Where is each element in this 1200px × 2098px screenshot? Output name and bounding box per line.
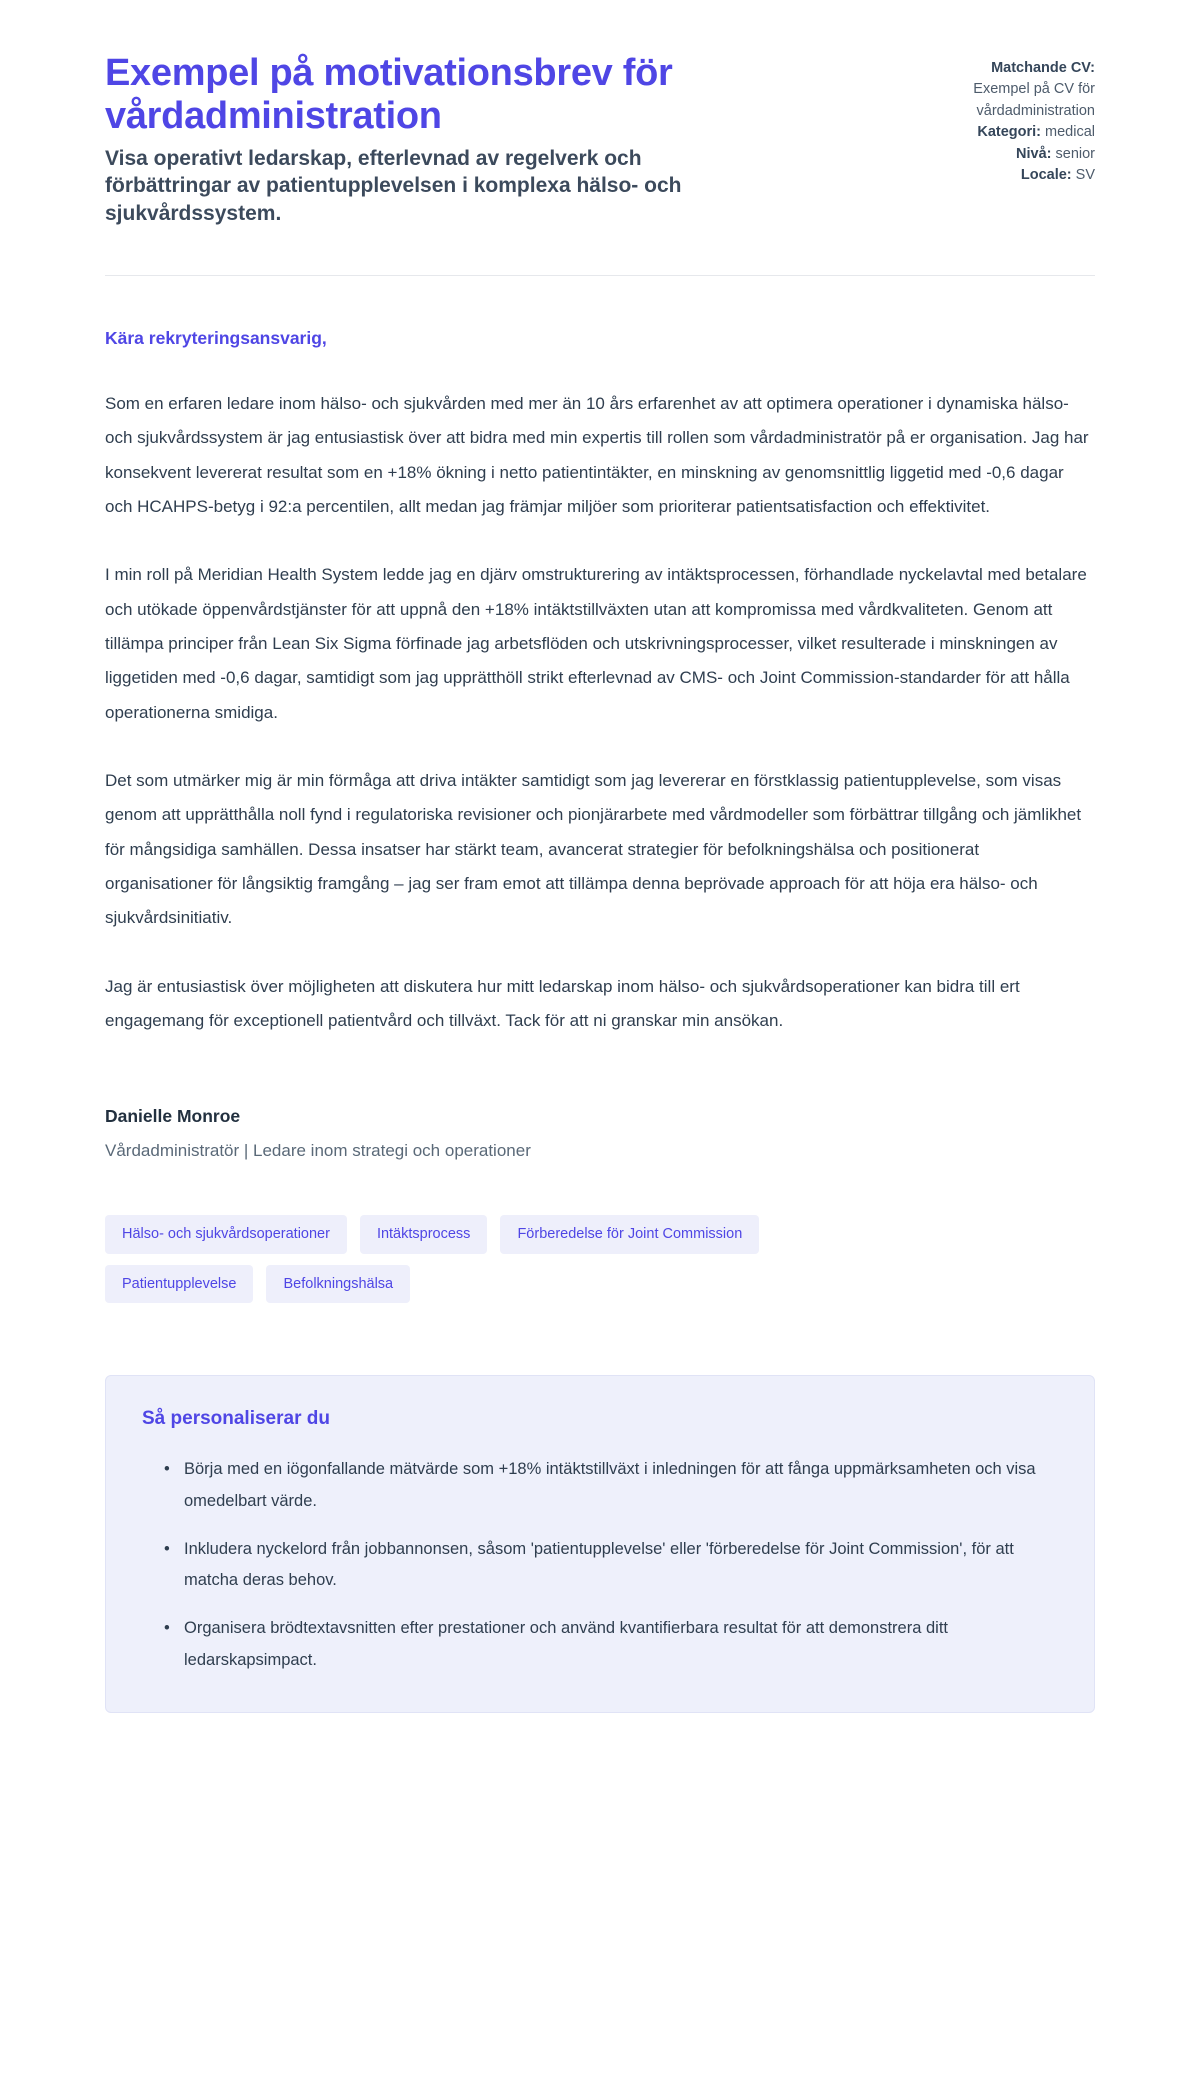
letter-salutation: Kära rekryteringsansvarig, — [105, 327, 327, 348]
tips-list-item: • Börja med en iögonfallande mätvärde som +18% intäktstillväxt i inledningen för att fånga uppmärksamheten och visa omedelbart värde. — [164, 1454, 1058, 1517]
signature-name: Danielle Monroe — [105, 1106, 241, 1127]
document-metadata — [885, 52, 1095, 187]
tag-chip[interactable]: Hälso- och sjukvårdsoperationer — [105, 1215, 347, 1254]
meta-level — [885, 144, 1095, 165]
page-subtitle: Visa operativt ledarskap, efterlevnad av regelverk och förbättringar av patientupplevelsen i komplexa hälso- och sjukvårdssystem. — [105, 147, 682, 225]
tips-title: Så personaliserar du — [142, 1408, 330, 1430]
meta-locale-value: SV — [1075, 167, 1095, 184]
tag-list — [105, 1215, 905, 1303]
meta-category — [885, 122, 1095, 143]
meta-locale — [885, 165, 1095, 186]
letter-paragraph: I min roll på Meridian Health System ledde jag en djärv omstrukturering av intäktsprocessen, förhandlade nyckelavtal med betalare och utökade öppenvårdstjänster för att uppnå den +18% intäktstillväxten utan att kompromissa med vårdkvaliteten. Genom att tillämpa principer från Lean Six Sigma förfinade jag arbetsflöden och utskrivningsprocesser, vilket resulterade i minskningen av liggetiden med -0,6 dagar, samtidigt som jag upprätthöll strikt efterlevnad av CMS- och Joint Commission-standarder för att hålla operationerna smidiga. — [105, 565, 1087, 722]
letter-paragraph: Det som utmärker mig är min förmåga att driva intäkter samtidigt som jag levererar en förstklassig patientupplevelse, som visas genom att upprätthålla noll fynd i regulatoriska revisioner och pionjärarbete med vårdmodeller som förbättrar tillgång och jämlikhet för mångsidiga samhällen. Dessa insatser har stärkt team, avancerat strategier för befolkningshälsa och positionerat organisationer för långsiktig framgång – jag ser fram emot att tillämpa denna beprövade approach för att höja era hälso- och sjukvårdsinitiativ. — [105, 770, 1082, 928]
tips-list — [142, 1454, 1058, 1676]
tag-chip[interactable]: Intäktsprocess — [360, 1215, 488, 1254]
tag-chip[interactable]: Förberedelse för Joint Commission — [500, 1215, 759, 1254]
meta-matching-cv — [885, 58, 1095, 122]
meta-locale-label: Locale: — [1020, 167, 1072, 184]
personalization-tips-panel — [105, 1375, 1095, 1713]
meta-category-label: Kategori: — [977, 124, 1041, 141]
meta-matching-cv-label: Matchande CV: — [991, 60, 1095, 76]
signature-block — [105, 1106, 1095, 1161]
page-title: Exempel på motivationsbrev för vårdadministration — [105, 52, 673, 137]
letter-paragraph: Som en erfaren ledare inom hälso- och sjukvården med mer än 10 års erfarenhet av att optimera operationer i dynamiska hälso- och sjukvårdssystem är jag entusiastisk över att bidra med min expertis till rollen som vårdadministratör på er organisation. Jag har konsekvent levererat resultat som en +18% ökning i netto patientintäkter, en minskning av genomsnittlig liggetid med -0,6 dagar och HCAHPS-betyg i 92:a percentilen, allt medan jag främjar miljöer som prioriterar patientsatisfaction och effektivitet. — [105, 393, 1089, 516]
tag-chip[interactable]: Patientupplevelse — [105, 1265, 253, 1304]
letter-body — [105, 276, 1095, 1038]
meta-level-label: Nivå: — [1016, 145, 1052, 162]
meta-level-value: senior — [1055, 145, 1095, 162]
tag-chip[interactable]: Befolkningshälsa — [266, 1265, 410, 1304]
header-text-block — [105, 52, 835, 227]
page-header — [105, 52, 1095, 227]
signature-role: Vårdadministratör | Ledare inom strategi och operationer — [105, 1141, 531, 1161]
tips-list-item: • Inkludera nyckelord från jobbannonsen, såsom 'patientupplevelse' eller 'förberedelse för Joint Commission', för att matcha deras behov. — [164, 1534, 1058, 1597]
tips-list-item: • Organisera brödtextavsnitten efter prestationer och använd kvantifierbara resultat för att demonstrera ditt ledarskapsimpact. — [164, 1613, 1058, 1676]
meta-category-value: medical — [1045, 124, 1095, 141]
meta-matching-cv-value: Exempel på CV för vårdadministration — [973, 81, 1095, 119]
letter-paragraph: Jag är entusiastisk över möjligheten att diskutera hur mitt ledarskap inom hälso- och sjukvårdsoperationer kan bidra till ert engagemang för exceptionell patientvård och tillväxt. Tack för att ni granskar min ansökan. — [105, 976, 1020, 1030]
